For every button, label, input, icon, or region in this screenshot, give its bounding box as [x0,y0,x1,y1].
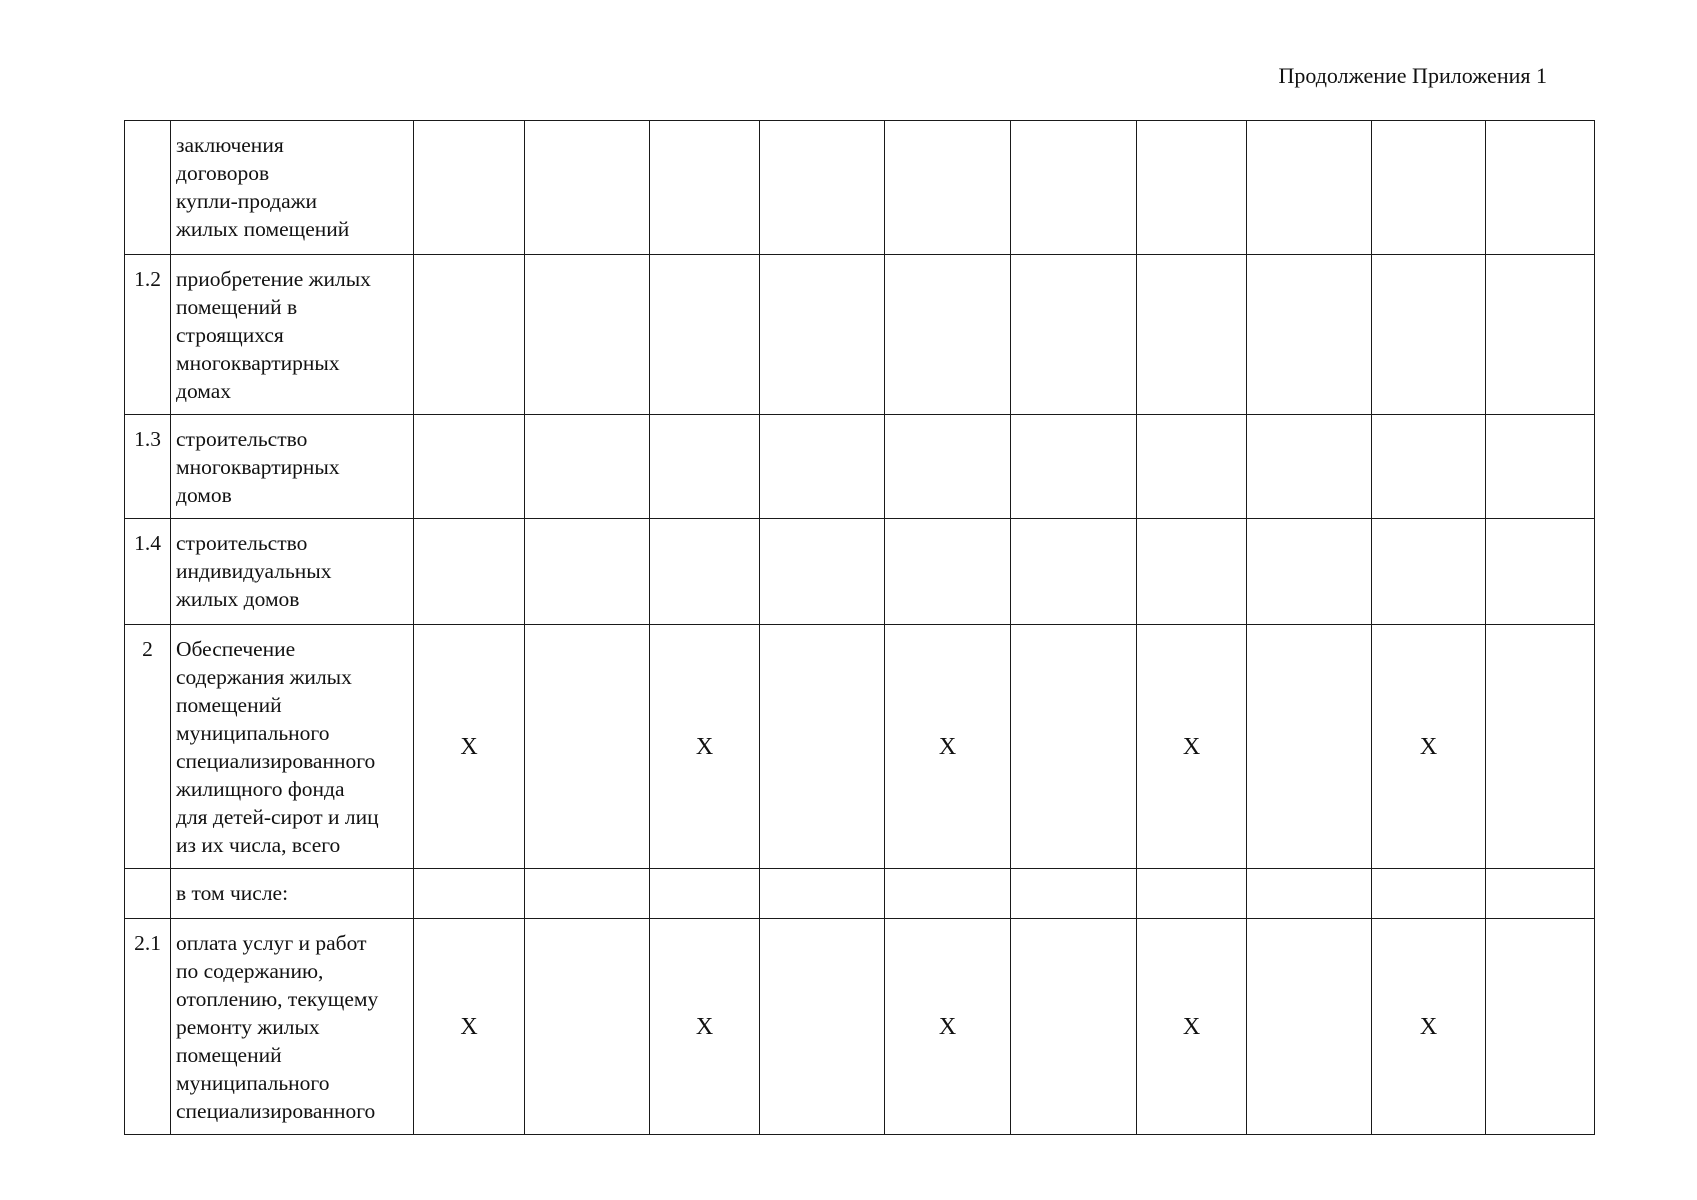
table-row [125,919,1595,1135]
table-row [125,415,1595,519]
value-cell [1137,869,1247,919]
value-cell: X [1372,625,1486,869]
value-cell [1011,255,1137,415]
value-cell [650,869,760,919]
value-cell [650,121,760,255]
value-cell [1372,255,1486,415]
value-cell [1486,121,1595,255]
value-cell [1137,519,1247,625]
row-number-cell: 2.1 [125,919,171,1135]
row-name-cell [171,869,414,919]
row-number-cell: 2 [125,625,171,869]
row-name-text: заключения договоров купли-продажи жилых помещений [176,133,350,241]
value-cell [1137,415,1247,519]
value-cell [885,415,1011,519]
value-cell [1486,519,1595,625]
row-name-cell [171,519,414,625]
value-cell: X [414,625,525,869]
value-cell [760,519,885,625]
value-cell: X [650,625,760,869]
value-cell [1372,519,1486,625]
value-cell [414,121,525,255]
row-number-cell: 1.2 [125,255,171,415]
row-number-cell [125,121,171,255]
value-cell [1011,625,1137,869]
value-cell [760,121,885,255]
value-cell [1011,121,1137,255]
value-cell [1372,121,1486,255]
value-cell [525,255,650,415]
row-name-cell [171,919,414,1135]
value-cell [1247,919,1372,1135]
row-number-cell: 1.3 [125,415,171,519]
row-name-cell [171,121,414,255]
value-cell [525,919,650,1135]
value-cell [525,519,650,625]
value-cell: X [1137,625,1247,869]
value-cell [1247,519,1372,625]
value-cell [1247,869,1372,919]
row-name-text: приобретение жилых помещений в строящихся многоквартирных домах [176,267,371,403]
value-cell [1372,415,1486,519]
value-cell [414,415,525,519]
value-cell [1011,919,1137,1135]
value-cell [885,869,1011,919]
value-cell [525,415,650,519]
value-cell [1486,625,1595,869]
value-cell [885,519,1011,625]
row-number-cell [125,869,171,919]
value-cell [414,255,525,415]
value-cell [414,519,525,625]
page-header-continuation: Продолжение Приложения 1 [1278,63,1547,88]
value-cell: X [1372,919,1486,1135]
table-row [125,869,1595,919]
value-cell [760,919,885,1135]
table-row [125,121,1595,255]
value-cell [525,121,650,255]
value-cell [885,255,1011,415]
value-cell [1011,869,1137,919]
table-row [125,625,1595,869]
value-cell [1247,415,1372,519]
row-name-text: в том числе: [176,881,289,905]
value-cell: X [650,919,760,1135]
value-cell [1011,415,1137,519]
value-cell [525,625,650,869]
value-cell: X [414,919,525,1135]
value-cell [885,121,1011,255]
value-cell [1137,121,1247,255]
value-cell [1486,255,1595,415]
row-name-text: оплата услуг и работ по содержанию, отоплению, текущему ремонту жилых помещений муниципального специализированного [176,931,379,1123]
row-name-text: Обеспечение содержания жилых помещений муниципального специализированного жилищного фонда для детей-сирот и лиц из их числа, всего [176,637,379,857]
value-cell [760,625,885,869]
value-cell [1486,869,1595,919]
value-cell: X [885,625,1011,869]
row-name-cell [171,415,414,519]
value-cell [1247,121,1372,255]
value-cell [1247,625,1372,869]
value-cell [1011,519,1137,625]
row-name-cell [171,255,414,415]
value-cell [650,519,760,625]
row-name-text: строительство многоквартирных домов [176,427,340,507]
value-cell [1486,415,1595,519]
value-cell: X [885,919,1011,1135]
table-body [125,121,1595,1135]
value-cell [650,415,760,519]
value-cell [760,869,885,919]
value-cell [760,255,885,415]
value-cell [414,869,525,919]
value-cell [1486,919,1595,1135]
value-cell [650,255,760,415]
value-cell [760,415,885,519]
value-cell [1137,255,1247,415]
value-cell [525,869,650,919]
row-number-cell: 1.4 [125,519,171,625]
row-name-text: строительство индивидуальных жилых домов [176,531,332,611]
table-row [125,519,1595,625]
table-row [125,255,1595,415]
appendix-table [124,120,1595,1135]
value-cell [1247,255,1372,415]
value-cell [1372,869,1486,919]
row-name-cell [171,625,414,869]
value-cell: X [1137,919,1247,1135]
